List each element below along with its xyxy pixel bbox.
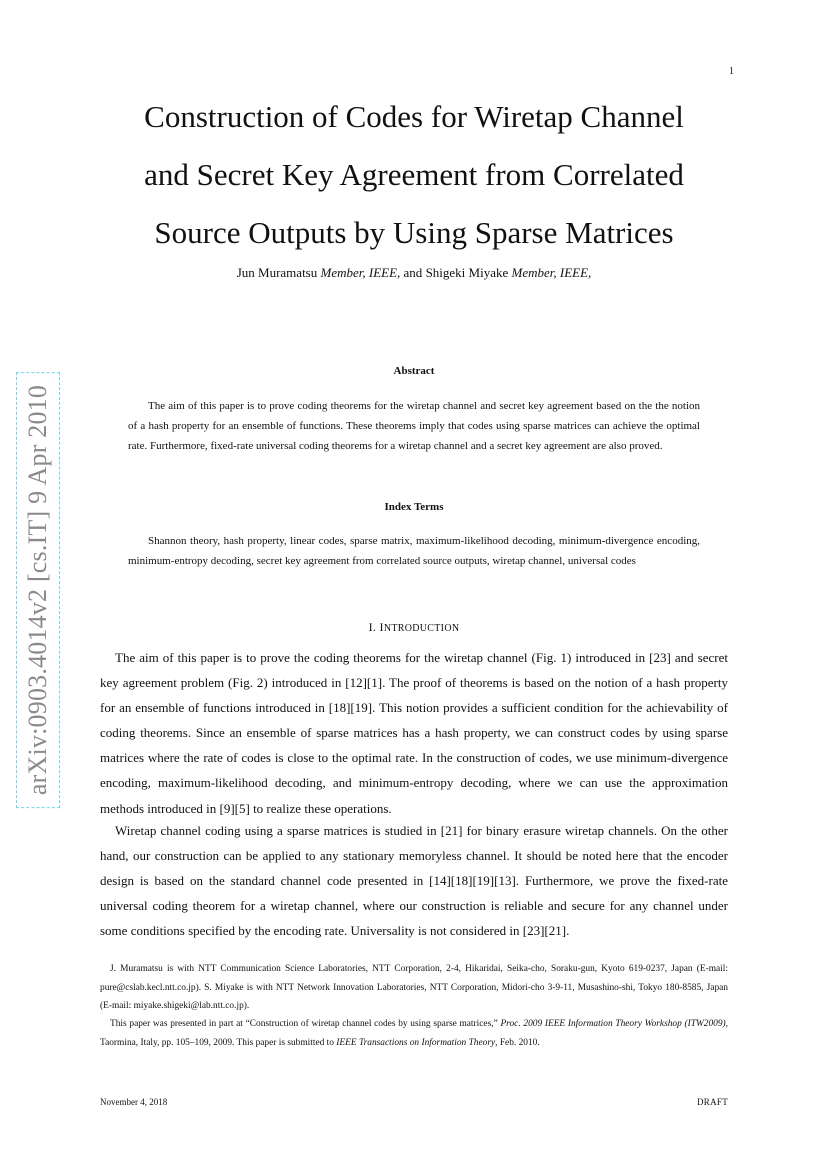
section-title-rest: NTRODUCTION	[383, 623, 460, 634]
affiliation-footnote: J. Muramatsu is with NTT Communication Science Laboratories, NTT Corporation, 2-4, Hikaridai, Seika-cho, Soraku-gun, Kyoto 619-0237, Japan (E-mail: pure@cslab.kecl.ntt.co.jp). S. Miyake is with NTT Network Innovation Laboratories, NTT Corporation, Midori-cho 3-9-11, Musashino-shi, Tokyo 180-8585, Japan (E-mail: miyake.shigeki@lab.ntt.co.jp).	[100, 964, 728, 1012]
author-name: Jun Muramatsu	[236, 265, 318, 280]
title-line: and Secret Key Agreement from Correlated	[144, 157, 684, 192]
author-conjunction: and	[403, 265, 423, 280]
title-line: Construction of Codes for Wiretap Channel	[144, 99, 684, 134]
footnote-text: , Feb. 2010.	[495, 1037, 540, 1048]
author-role: Member, IEEE,	[511, 265, 592, 280]
page-number: 1	[729, 66, 734, 77]
presentation-footnote	[100, 1015, 728, 1052]
footnote-journal: IEEE Transactions on Information Theory	[336, 1037, 496, 1048]
title-line: Source Outputs by Using Sparse Matrices	[154, 215, 674, 250]
section-title-initial: I	[379, 620, 384, 634]
author-name: Shigeki Miyake	[425, 265, 509, 280]
paper-title	[100, 88, 728, 262]
author-list	[100, 265, 728, 281]
abstract-heading: Abstract	[393, 365, 435, 377]
abstract-text: The aim of this paper is to prove coding theorems for the wiretap channel and secret key agreement based on the the notion of a hash property for an ensemble of functions. These theorems imply that codes using sparse matrices can achieve the optimal rate. Furthermore, fixed-rate universal coding theorems for a wiretap channel and a secret key agreement are also proved.	[128, 400, 700, 452]
footnote-venue: Proc. 2009 IEEE Information Theory Workshop (ITW2009)	[500, 1019, 726, 1029]
footnote-text: , Taormina, Italy, pp. 105–109, 2009. This paper is submitted to	[100, 1019, 729, 1048]
section-title	[380, 620, 460, 634]
body-paragraph: The aim of this paper is to prove the coding theorems for the wiretap channel (Fig. 1) introduced in [23] and secret key agreement problem (Fig. 2) introduced in [12][1]. The proof of theorems is based on the notion of a hash property for an ensemble of functions introduced in [18][19]. This notion provides a sufficient condition for the achievability of coding theorems. Since an ensemble of sparse matrices has a hash property, we can construct codes by using sparse matrices where the rate of codes is close to the optimal rate. In the construction of codes, we use minimum-divergence encoding, maximum-likelihood decoding, and minimum-entropy decoding, where we can use the approximation methods introduced in [9][5] to realize these operations.	[100, 650, 728, 816]
footnote-text: This paper was presented in part at “Construction of wiretap channel codes by using sparse matrices,”	[110, 1019, 498, 1029]
section-numeral: I.	[368, 620, 377, 634]
arxiv-identifier-stamp: arXiv:0903.4014v2 [cs.IT] 9 Apr 2010	[19, 375, 57, 805]
body-paragraph: Wiretap channel coding using a sparse matrices is studied in [21] for binary erasure wiretap channels. On the other hand, our construction can be applied to any stationary memoryless channel. It should be noted here that the encoder design is based on the standard channel code presented in [14][18][19][13]. Furthermore, we prove the fixed-rate universal coding theorem for a wiretap channel, where our construction is reliable and secure for any channel under some conditions specified by the encoding rate. Universality is not considered in [23][21].	[100, 823, 728, 939]
index-terms-heading: Index Terms	[384, 501, 444, 513]
index-terms-text: Shannon theory, hash property, linear codes, sparse matrix, maximum-likelihood decoding, minimum-divergence encoding, minimum-entropy decoding, secret key agreement from correlated source outputs, wiretap channel, universal codes	[128, 535, 700, 567]
author-role: Member, IEEE,	[320, 265, 401, 280]
footer-date: November 4, 2018	[100, 1097, 168, 1107]
introduction-heading	[100, 620, 728, 635]
footer-status: DRAFT	[696, 1097, 728, 1107]
